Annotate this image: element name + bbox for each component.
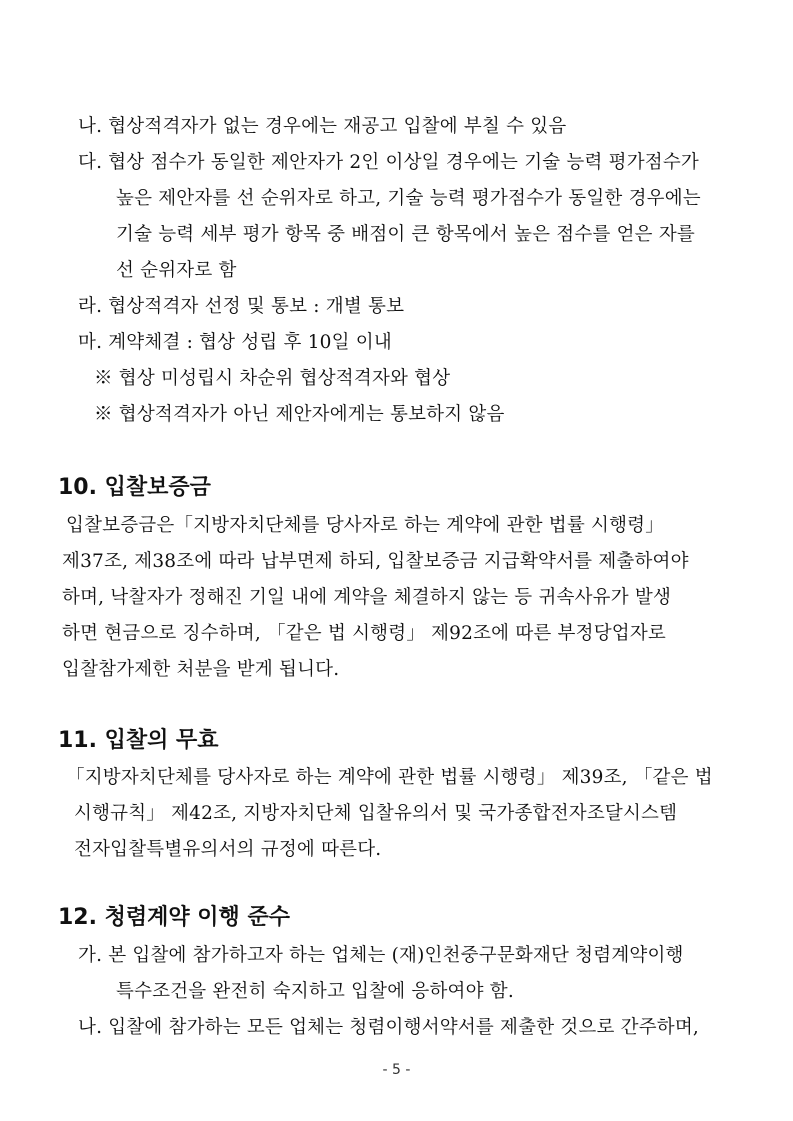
section-10-line-5: 입찰참가제한 처분을 받게 됩니다. <box>62 659 340 680</box>
section-11-line-1: 「지방자치단체를 당사자로 하는 계약에 관한 법률 시행령」 제39조, 「같은 법 <box>66 767 713 788</box>
section-10-line-3: 하며, 낙찰자가 정해진 기일 내에 계약을 체결하지 않는 등 귀속사유가 발생 <box>62 587 672 608</box>
list-item-na: 나. 협상적격자가 없는 경우에는 재공고 입찰에 부칠 수 있음 <box>78 116 567 137</box>
section-heading-10: 10. 입찰보증금 <box>58 475 211 500</box>
section-10-line-1: 입찰보증금은「지방자치단체를 당사자로 하는 계약에 관한 법률 시행령」 <box>66 515 664 536</box>
section-12-item-ga: 가. 본 입찰에 참가하고자 하는 업체는 (재)인천중구문화재단 청렴계약이행 <box>78 945 684 966</box>
page-number: - 5 - <box>382 1062 411 1078</box>
section-11-line-2: 시행규칙」 제42조, 지방자치단체 입찰유의서 및 국가종합전자조달시스템 <box>74 803 678 824</box>
section-heading-11: 11. 입찰의 무효 <box>58 728 219 753</box>
list-item-da-cont-1: 높은 제안자를 선 순위자로 하고, 기술 능력 평가점수가 동일한 경우에는 <box>116 188 701 209</box>
section-12-item-ga-cont: 특수조건을 완전히 숙지하고 입찰에 응하여야 함. <box>116 981 514 1002</box>
list-item-da-cont-2: 기술 능력 세부 평가 항목 중 배점이 큰 항목에서 높은 점수를 얻은 자를 <box>116 224 695 245</box>
note-item-1: ※ 협상 미성립시 차순위 협상적격자와 협상 <box>94 368 451 389</box>
section-11-line-3: 전자입찰특별유의서의 규정에 따른다. <box>74 839 382 860</box>
list-item-ra: 라. 협상적격자 선정 및 통보 : 개별 통보 <box>78 296 405 317</box>
list-item-da: 다. 협상 점수가 동일한 제안자가 2인 이상일 경우에는 기술 능력 평가점수가 <box>78 152 699 173</box>
section-10-line-2: 제37조, 제38조에 따라 납부면제 하되, 입찰보증금 지급확약서를 제출하여야 <box>62 551 689 572</box>
section-10-line-4: 하면 현금으로 징수하며, 「같은 법 시행령」 제92조에 따른 부정당업자로 <box>62 623 666 644</box>
list-item-da-cont-3: 선 순위자로 함 <box>116 260 237 281</box>
note-item-2: ※ 협상적격자가 아닌 제안자에게는 통보하지 않음 <box>94 404 505 425</box>
list-item-ma: 마. 계약체결 : 협상 성립 후 10일 이내 <box>78 332 392 353</box>
section-heading-12: 12. 청렴계약 이행 준수 <box>58 905 290 930</box>
section-12-item-na: 나. 입찰에 참가하는 모든 업체는 청렴이행서약서를 제출한 것으로 간주하며, <box>78 1017 700 1038</box>
